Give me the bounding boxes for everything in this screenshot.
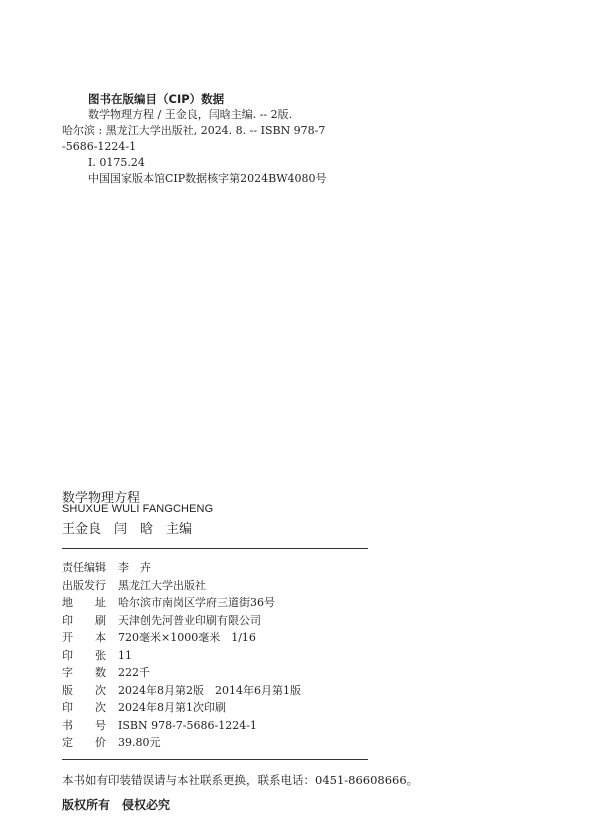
- info-label-part: 定: [62, 736, 73, 749]
- info-value: 720毫米×1000毫米 1/16: [118, 631, 256, 644]
- info-label: [62, 561, 118, 575]
- info-label-part: 出版发行: [62, 578, 106, 592]
- info-row: [62, 596, 275, 610]
- info-row: [62, 701, 226, 715]
- info-label-part: 书: [62, 718, 73, 732]
- info-value: 天津创先河普业印刷有限公司: [118, 613, 261, 627]
- info-row: [62, 684, 301, 698]
- info-label: [62, 719, 106, 733]
- info-value: 11: [118, 648, 132, 662]
- info-label-part: 印: [62, 613, 73, 627]
- info-label: [62, 701, 106, 715]
- info-label-part: 开: [62, 631, 73, 644]
- info-label-part: 刷: [95, 613, 106, 627]
- info-label-part: 字: [62, 666, 73, 679]
- copyright-statement: 版权所有 侵权必究: [62, 798, 171, 812]
- top-divider: [62, 548, 368, 549]
- info-label: [62, 614, 106, 628]
- info-value: 2024年8月第2版 2014年6月第1版: [118, 683, 301, 697]
- book-pinyin-title: SHUXUE WULI FANGCHENG: [62, 503, 214, 515]
- cip-line-1: 数学物理方程 / 王金良，闫晗主编. -- 2版.: [88, 108, 293, 121]
- info-row: [62, 614, 261, 628]
- info-label-part: 印: [62, 701, 73, 714]
- info-label-part: 数: [95, 666, 106, 679]
- info-row: [62, 719, 257, 733]
- bottom-divider: [62, 759, 368, 760]
- info-label-part: 价: [95, 736, 106, 749]
- info-label: [62, 736, 106, 750]
- info-label: [62, 649, 106, 663]
- cip-record-number: 中国国家版本馆CIP数据核字第2024BW4080号: [88, 172, 327, 185]
- info-label-part: 址: [95, 596, 106, 609]
- info-value: 2024年8月第1次印刷: [118, 701, 226, 714]
- cip-line-3: -5686-1224-1: [62, 140, 137, 153]
- info-value: 哈尔滨市南岗区学府三道街36号: [118, 596, 275, 609]
- info-value: 黑龙江大学出版社: [118, 578, 206, 592]
- info-row: [62, 561, 151, 575]
- info-label-part: 责任编辑: [62, 561, 106, 574]
- info-label: [62, 684, 106, 698]
- info-label: [62, 596, 106, 610]
- book-authors: 王金良 闫 晗 主编: [62, 522, 193, 537]
- info-value: ISBN 978-7-5686-1224-1: [118, 718, 257, 732]
- cip-title: 图书在版编目（CIP）数据: [88, 92, 225, 106]
- info-label-part: 地: [62, 596, 73, 609]
- info-value: 222千: [118, 666, 150, 679]
- info-label-part: 版: [62, 683, 73, 697]
- info-label-part: 号: [95, 718, 106, 732]
- info-label: [62, 666, 106, 680]
- cip-line-2: 哈尔滨 : 黑龙江大学出版社, 2024. 8. -- ISBN 978-7: [62, 124, 326, 137]
- info-label-part: 张: [95, 648, 106, 662]
- info-label: [62, 579, 118, 593]
- replacement-notice: 本书如有印装错误请与本社联系更换，联系电话：0451-86608666。: [62, 773, 419, 787]
- info-row: [62, 631, 256, 645]
- cip-classification: Ⅰ. 0175.24: [88, 156, 145, 169]
- info-row: [62, 649, 132, 663]
- info-label: [62, 631, 106, 645]
- info-row: [62, 579, 206, 593]
- info-value: 李 卉: [118, 561, 151, 574]
- info-label-part: 印: [62, 648, 73, 662]
- book-title: 数学物理方程: [62, 491, 141, 506]
- info-label-part: 本: [95, 631, 106, 644]
- info-value: 39.80元: [118, 736, 161, 749]
- info-row: [62, 666, 150, 680]
- info-label-part: 次: [95, 701, 106, 714]
- info-label-part: 次: [95, 683, 106, 697]
- info-row: [62, 736, 161, 750]
